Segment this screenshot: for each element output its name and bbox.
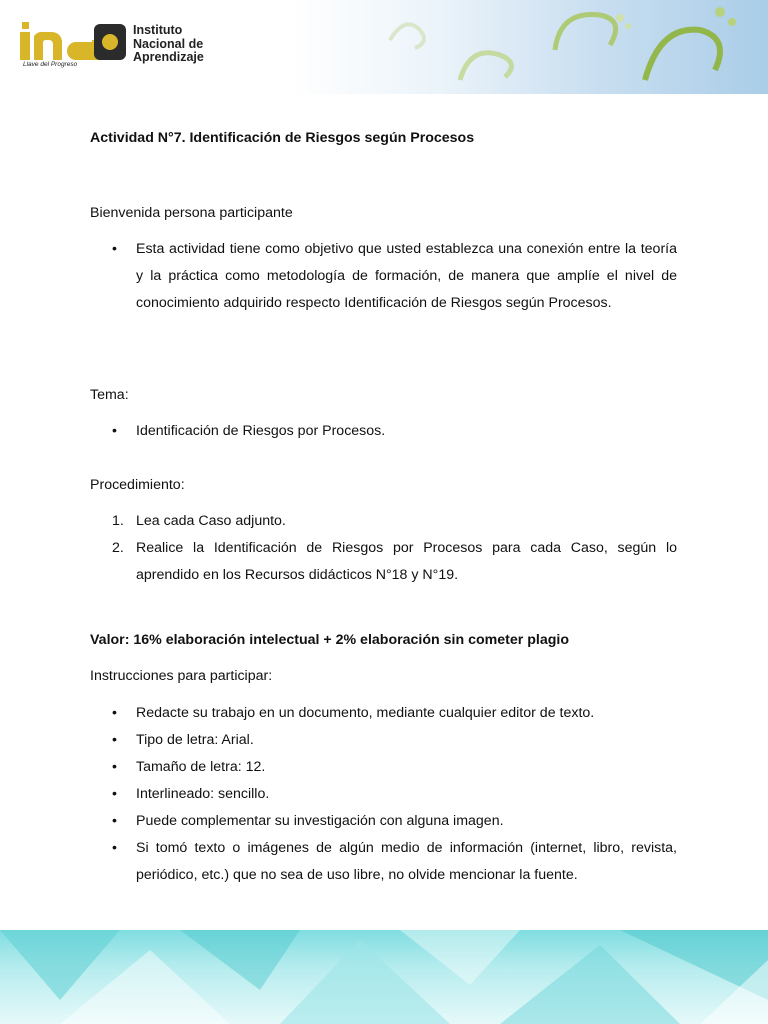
step-number: 1. (112, 513, 124, 529)
list-item: • Puede complementar su investigación con alguna imagen. (90, 808, 677, 835)
greeting: Bienvenida persona participante (90, 205, 293, 221)
list-item: • Redacte su trabajo en un documento, mediante cualquier editor de texto. (90, 700, 677, 727)
list-item: • Tamaño de letra: 12. (90, 754, 677, 781)
ina-logo-mark-icon (20, 22, 126, 60)
bullet-icon: • (112, 705, 117, 721)
tema-list (90, 418, 677, 445)
bullet-icon: • (112, 732, 117, 748)
bullet-icon: • (112, 786, 117, 802)
list-item: • Esta actividad tiene como objetivo que usted establezca una conexión entre la teoría y la práctica como metodología de formación, de manera que amplíe el nivel de conocimiento adquirido respecto Identificación de Riesgos según Procesos. (90, 236, 677, 317)
tema-label: Tema: (90, 387, 129, 403)
ina-logo (20, 18, 225, 74)
geometric-pattern-icon (0, 930, 768, 1024)
logo-tagline: Llave del Progreso (23, 61, 78, 68)
list-item: 2. Realice la Identificación de Riesgos por Procesos para cada Caso, según lo aprendido en los Recursos didácticos N°18 y N°19. (90, 535, 677, 589)
instrucciones-label: Instrucciones para participar: (90, 668, 273, 684)
logo-text (133, 24, 204, 65)
bullet-icon: • (112, 423, 117, 439)
page-header (0, 0, 768, 96)
list-item: • Tipo de letra: Arial. (90, 727, 677, 754)
list-item: 1. Lea cada Caso adjunto. (90, 508, 677, 535)
bullet-icon: • (112, 813, 117, 829)
logo-line-1: Instituto (133, 23, 183, 37)
logo-line-2: Nacional de (133, 36, 204, 51)
bullet-icon: • (112, 759, 117, 775)
step-number: 2. (112, 540, 124, 556)
bullet-icon: • (112, 840, 117, 856)
valor-line: Valor: 16% elaboración intelectual + 2% elaboración sin cometer plagio (90, 632, 569, 648)
bullet-icon: • (112, 241, 117, 257)
document-title: Actividad N°7. Identificación de Riesgos según Procesos (90, 130, 475, 146)
procedimiento-list (90, 508, 677, 589)
header-decoration (290, 0, 768, 94)
swirl-decoration-icon (290, 0, 768, 94)
logo-mark-text: ina (20, 22, 22, 23)
intro-list (90, 236, 677, 317)
procedimiento-label: Procedimiento: (90, 477, 185, 493)
list-item: • Si tomó texto o imágenes de algún medio de información (internet, libro, revista, periódico, etc.) que no sea de uso libre, no olvide mencionar la fuente. (90, 835, 677, 889)
instrucciones-list (90, 700, 677, 889)
list-item: • Identificación de Riesgos por Procesos. (90, 418, 677, 445)
list-item: • Interlineado: sencillo. (90, 781, 677, 808)
logo-line-3: Aprendizaje (133, 50, 204, 64)
page-footer (0, 930, 768, 1024)
